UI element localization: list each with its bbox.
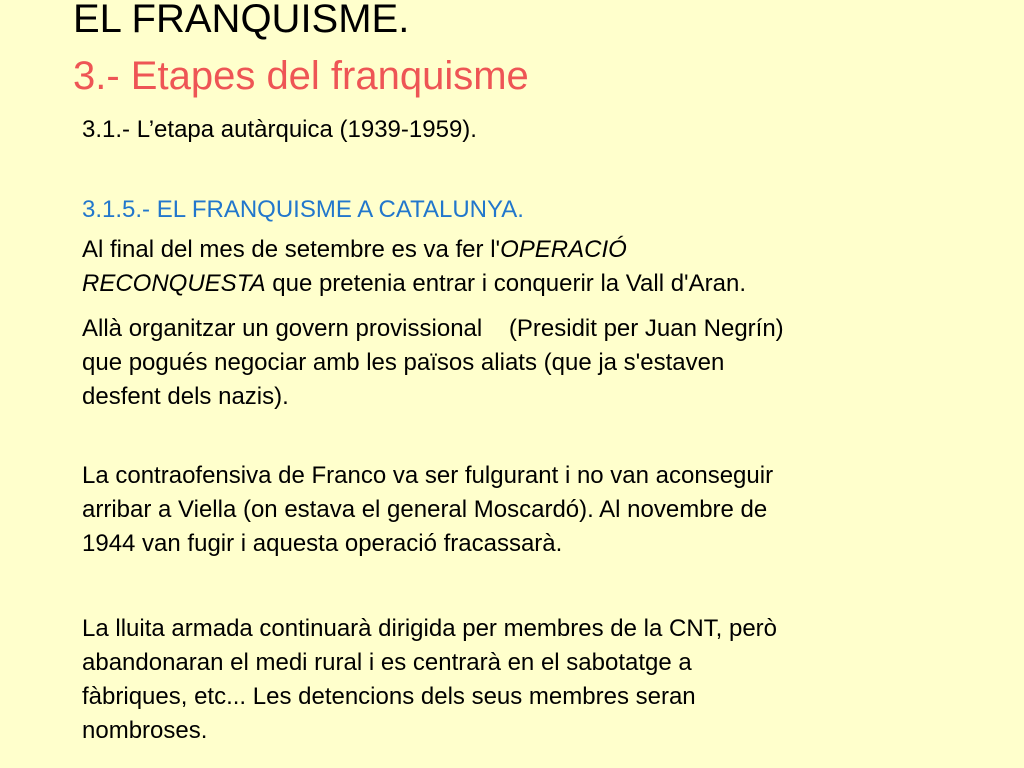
- paragraph-line: nombroses.: [82, 717, 208, 744]
- paragraph-govern-provissional: [82, 312, 942, 414]
- text-run: Al final del mes de setembre es va fer l': [82, 236, 501, 263]
- paragraph-line: La contraofensiva de Franco va ser fulgurant i no van aconseguir: [82, 462, 774, 489]
- paragraph-line: Allà organitzar un govern provissional (Presidit per Juan Negrín): [82, 315, 784, 342]
- paragraph-contraofensiva: [82, 459, 942, 561]
- paragraph-line: 1944 van fugir i aquesta operació fracassarà.: [82, 530, 563, 557]
- paragraph-line: fàbriques, etc... Les detencions dels seus membres seran: [82, 683, 696, 710]
- paragraph-line: arribar a Viella (on estava el general Moscardó). Al novembre de: [82, 496, 768, 523]
- section-heading: 3.1.- L’etapa autàrquica (1939-1959).: [82, 116, 477, 143]
- italic-text-run: OPERACIÓ: [500, 236, 627, 263]
- paragraph-operacio-reconquesta: [82, 233, 942, 301]
- subsection-heading: 3.1.5.- EL FRANQUISME A CATALUNYA.: [82, 196, 524, 223]
- paragraph-line: La lluita armada continuarà dirigida per membres de la CNT, però: [82, 615, 778, 642]
- italic-text-run: RECONQUESTA: [82, 270, 266, 297]
- paragraph-line: desfent dels nazis).: [82, 383, 289, 410]
- slide-title: EL FRANQUISME.: [73, 0, 410, 41]
- paragraph-line: abandonaran el medi rural i es centrarà en el sabotatge a: [82, 649, 692, 676]
- text-run: que pretenia entrar i conquerir la Vall d'Aran.: [265, 270, 746, 297]
- slide-subtitle: 3.- Etapes del franquisme: [73, 54, 529, 98]
- paragraph-line: [82, 267, 942, 301]
- paragraph-line: [82, 233, 942, 267]
- paragraph-line: que pogués negociar amb les països aliats (que ja s'estaven: [82, 349, 725, 376]
- paragraph-lluita-armada: [82, 612, 942, 748]
